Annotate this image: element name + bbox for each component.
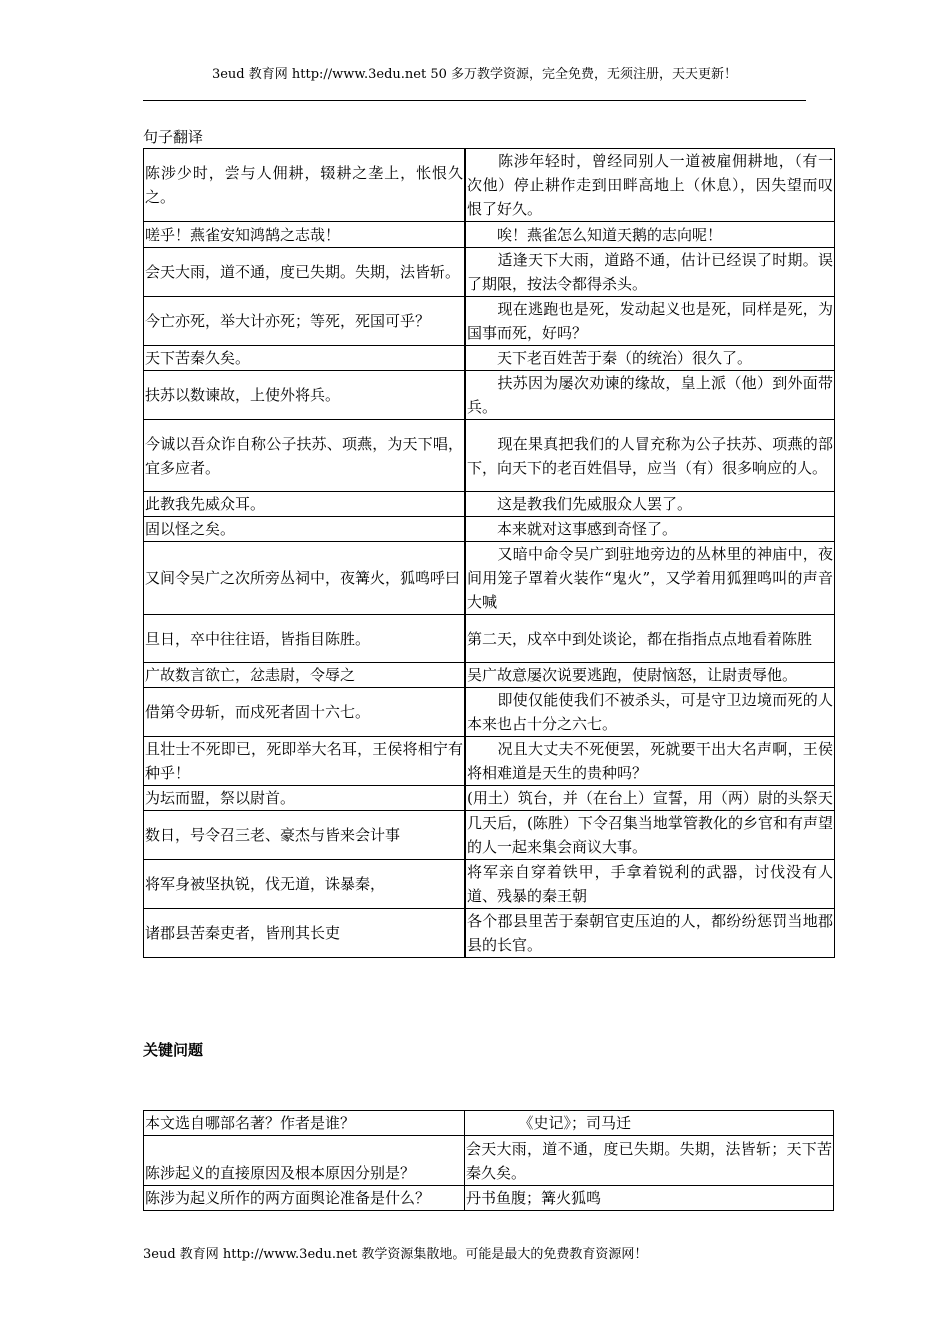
original-sentence-cell: 扶苏以数谏故，上使外将兵。 xyxy=(144,371,466,420)
original-sentence-cell: 广故数言欲亡，忿恚尉，令辱之 xyxy=(144,663,466,688)
translation-cell: 又暗中命令吴广到驻地旁边的丛林里的神庙中，夜间用笼子罩着火装作“鬼火”，又学着用狐狸鸣叫的声音大喊 xyxy=(465,542,835,615)
table-row xyxy=(144,737,835,786)
translation-cell: 现在逃跑也是死，发动起义也是死，同样是死，为国事而死，好吗？ xyxy=(465,297,835,346)
answer-cell: 会天大雨，道不通，度已失期。失期，法皆斩；天下苦秦久矣。 xyxy=(465,1136,834,1186)
translation-cell: 第二天，戍卒中到处谈论，都在指指点点地看着陈胜 xyxy=(465,615,835,663)
translation-cell: 这是教我们先威服众人罢了。 xyxy=(465,492,835,517)
translation-table xyxy=(143,148,835,958)
translation-cell: 况且大丈夫不死便罢，死就要干出大名声啊，王侯将相难道是天生的贵种吗？ xyxy=(465,737,835,786)
original-sentence-cell: 嗟乎！燕雀安知鸿鹄之志哉！ xyxy=(144,222,466,248)
table-row xyxy=(144,248,835,297)
original-sentence-cell: 数日，号令召三老、豪杰与皆来会计事 xyxy=(144,811,466,860)
translation-cell: 各个郡县里苦于秦朝官吏压迫的人，都纷纷惩罚当地郡县的长官。 xyxy=(465,909,835,958)
translation-section-title: 句子翻译 xyxy=(143,128,204,146)
translation-cell: 适逢天下大雨，道路不通，估计已经误了时期。误了期限，按法令都得杀头。 xyxy=(465,248,835,297)
header-text: 3eud 教育网 http://www.3edu.net 50 多万教学资源，完全免费，无须注册，天天更新！ xyxy=(211,67,738,82)
table-row xyxy=(144,492,835,517)
original-sentence-cell: 又间令吴广之次所旁丛祠中，夜篝火，狐鸣呼曰 xyxy=(144,542,466,615)
table-row xyxy=(144,297,835,346)
table-row xyxy=(144,346,835,371)
table-row xyxy=(144,786,835,811)
table-row xyxy=(144,517,835,542)
original-sentence-cell: 天下苦秦久矣。 xyxy=(144,346,466,371)
answer-cell: 丹书鱼腹；篝火狐鸣 xyxy=(465,1186,834,1211)
translation-cell: 几天后，(陈胜）下令召集当地掌管教化的乡官和有声望的人一起来集会商议大事。 xyxy=(465,811,835,860)
table-row xyxy=(144,860,835,909)
original-sentence-cell: 今诚以吾众诈自称公子扶苏、项燕，为天下唱，宜多应者。 xyxy=(144,420,466,492)
table-row xyxy=(144,1136,834,1186)
original-sentence-cell: 此教我先威众耳。 xyxy=(144,492,466,517)
original-sentence-cell: 旦日，卒中往往语，皆指目陈胜。 xyxy=(144,615,466,663)
original-sentence-cell: 诸郡县苦秦吏者，皆刑其长吏 xyxy=(144,909,466,958)
question-cell: 陈涉为起义所作的两方面舆论准备是什么？ xyxy=(144,1186,465,1211)
table-row xyxy=(144,1111,834,1136)
original-sentence-cell: 陈涉少时，尝与人佣耕，辍耕之垄上，怅恨久之。 xyxy=(144,149,466,222)
page-footer xyxy=(143,1246,647,1264)
original-sentence-cell: 为坛而盟，祭以尉首。 xyxy=(144,786,466,811)
original-sentence-cell: 会天大雨，道不通，度已失期。失期，法皆斩。 xyxy=(144,248,466,297)
answer-cell: 《史记》；司马迁 xyxy=(465,1111,834,1136)
translation-cell: 本来就对这事感到奇怪了。 xyxy=(465,517,835,542)
table-row xyxy=(144,811,835,860)
original-sentence-cell: 且壮士不死即已，死即举大名耳，王侯将相宁有种乎！ xyxy=(144,737,466,786)
questions-section-title: 关键问题 xyxy=(143,1041,204,1059)
table-row xyxy=(144,222,835,248)
original-sentence-cell: 借第令毋斩，而戍死者固十六七。 xyxy=(144,688,466,737)
table-row xyxy=(144,371,835,420)
table-row xyxy=(144,420,835,492)
translation-cell: 扶苏因为屡次劝谏的缘故，皇上派（他）到外面带兵。 xyxy=(465,371,835,420)
table-row xyxy=(144,663,835,688)
translation-cell: 将军亲自穿着铁甲，手拿着锐利的武器，讨伐没有人道、残暴的秦王朝 xyxy=(465,860,835,909)
translation-cell: 现在果真把我们的人冒充称为公子扶苏、项燕的部下，向天下的老百姓倡导，应当（有）很多响应的人。 xyxy=(465,420,835,492)
table-row xyxy=(144,542,835,615)
original-sentence-cell: 今亡亦死，举大计亦死；等死，死国可乎？ xyxy=(144,297,466,346)
translation-cell: 唉！燕雀怎么知道天鹅的志向呢！ xyxy=(465,222,835,248)
question-cell: 陈涉起义的直接原因及根本原因分别是？ xyxy=(144,1136,465,1186)
table-row xyxy=(144,909,835,958)
translation-cell: (用土）筑台，并（在台上）宣誓，用（两）尉的头祭天 xyxy=(465,786,835,811)
footer-text: 3eud 教育网 http://www.3edu.net 教学资源集散地。可能是最大的免费教育资源网！ xyxy=(143,1247,648,1262)
translation-cell: 陈涉年轻时，曾经同别人一道被雇佣耕地，（有一次他）停止耕作走到田畔高地上（休息），因失望而叹恨了好久。 xyxy=(465,149,835,222)
table-row xyxy=(144,615,835,663)
table-row xyxy=(144,688,835,737)
header-divider xyxy=(143,100,806,101)
translation-cell: 即使仅能使我们不被杀头，可是守卫边境而死的人本来也占十分之六七。 xyxy=(465,688,835,737)
translation-cell: 天下老百姓苦于秦（的统治）很久了。 xyxy=(465,346,835,371)
page-header xyxy=(143,66,806,84)
original-sentence-cell: 固以怪之矣。 xyxy=(144,517,466,542)
question-cell: 本文选自哪部名著？作者是谁？ xyxy=(144,1111,465,1136)
translation-cell: 吴广故意屡次说要逃跑，使尉恼怒，让尉责辱他。 xyxy=(465,663,835,688)
table-row xyxy=(144,1186,834,1211)
table-row xyxy=(144,149,835,222)
original-sentence-cell: 将军身被坚执锐，伐无道，诛暴秦， xyxy=(144,860,466,909)
questions-table xyxy=(143,1110,834,1211)
